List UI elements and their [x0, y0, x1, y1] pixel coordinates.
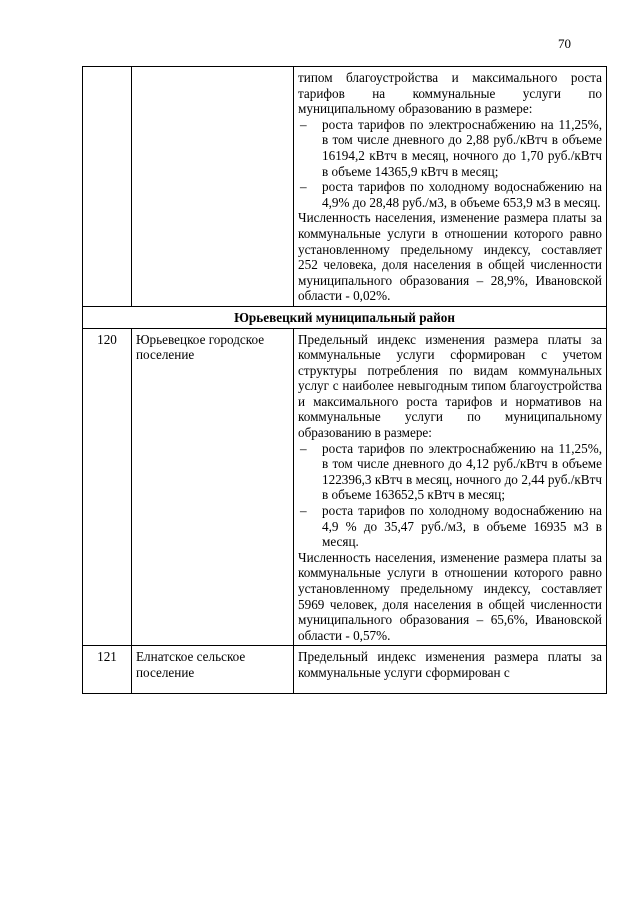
municipality-name-cell — [132, 67, 294, 307]
dash-marker: – — [300, 440, 307, 456]
tariff-table — [82, 66, 607, 694]
population-text: Численность населения, изменение размера платы за коммунальные услуги в отношении которого равно установленному предельному индексу, составляет 252 человека, доля населения в общей численности муниципального образования – 28,9%, Ивановской области - 0,02%. — [298, 210, 602, 304]
row-number-cell — [83, 67, 132, 307]
section-row — [83, 306, 607, 328]
table-row — [83, 646, 607, 694]
tariff-bullet-list — [298, 117, 602, 211]
description-intro: Предельный индекс изменения размера платы за коммунальные услуги сформирован с — [298, 649, 602, 680]
population-text: Численность населения, изменение размера платы за коммунальные услуги в отношении которого равно установленному предельному индексу, составляет 5969 человек, доля населения в общей численности муниципального образования – 65,6%, Ивановской области - 0,57%. — [298, 549, 602, 643]
list-item: – роста тарифов по электроснабжению на 11,25%, в том числе дневного до 2,88 руб./кВтч в объеме 16194,2 кВтч в месяц, ночного до 1,70 руб./кВтч в объеме 14365,9 кВтч в месяц; — [300, 116, 602, 179]
row-number: 121 — [83, 646, 132, 694]
list-item: – роста тарифов по электроснабжению на 11,25%, в том числе дневного до 4,12 руб./кВтч в объеме 122396,3 кВтч в месяц, ночного до 2,44 руб./кВтч в объеме 163652,5 кВтч в месяц; — [300, 440, 602, 503]
section-title: Юрьевецкий муниципальный район — [83, 306, 607, 328]
description-cell — [294, 646, 607, 694]
dash-marker: – — [300, 179, 307, 195]
dash-marker: – — [300, 503, 307, 519]
municipality-name: Елнатское сельское поселение — [132, 646, 294, 694]
description-intro: Предельный индекс изменения размера платы за коммунальные услуги сформирован с учетом структуры потребления по видам коммунальных услуг с наиболее невыгодным типом благоустройства и максимального роста тарифов и нормативов на коммунальные услуги по муниципальному образованию в размере: — [298, 331, 602, 441]
table-row — [83, 328, 607, 646]
tariff-bullet-list — [298, 441, 602, 550]
row-number: 120 — [83, 328, 132, 646]
list-item: – роста тарифов по холодному водоснабжению на 4,9 % до 35,47 руб./м3, в объеме 16935 м3 в месяц. — [300, 503, 602, 550]
list-item: – роста тарифов по холодному водоснабжению на 4,9% до 28,48 руб./м3, в объеме 653,9 м3 в месяц. — [300, 179, 602, 210]
table-row-continued — [83, 67, 607, 307]
description-intro: типом благоустройства и максимального роста тарифов на коммунальные услуги по муниципальному образованию в размере: — [298, 70, 602, 117]
municipality-name: Юрьевецкое городское поселение — [132, 328, 294, 646]
dash-marker: – — [300, 116, 307, 132]
description-cell — [294, 328, 607, 646]
description-cell — [294, 67, 607, 307]
page-number: 70 — [558, 36, 571, 51]
